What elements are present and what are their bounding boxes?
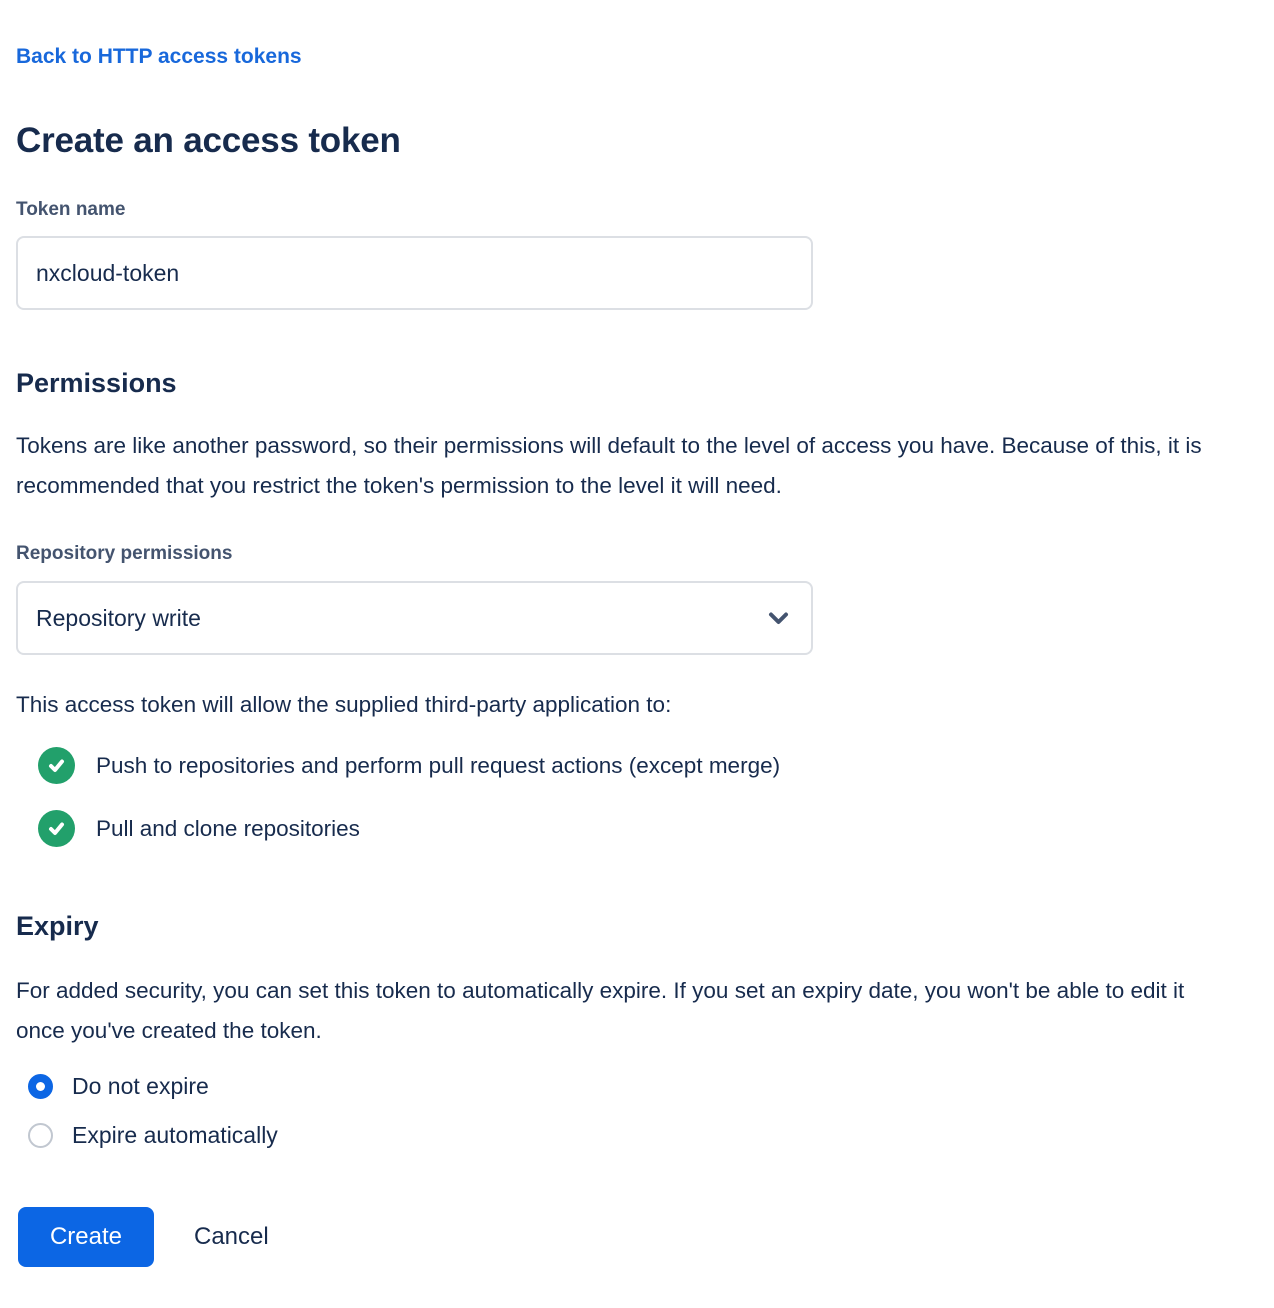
form-actions [18, 1207, 1258, 1267]
token-name-label: Token name [16, 199, 126, 220]
create-button[interactable]: Create [18, 1207, 154, 1267]
radio-label: Expire automatically [72, 1122, 278, 1148]
expiry-heading: Expiry [16, 911, 99, 941]
allow-intro-text: This access token will allow the supplied third-party application to: [16, 692, 672, 717]
radio-expire-automatically[interactable] [28, 1122, 1258, 1149]
permissions-description: Tokens are like another password, so their permissions will default to the level of access you have. Because of this, it is recommended that you restrict the token's permission to the level it will need. [16, 433, 1202, 498]
chevron-down-icon [768, 611, 789, 626]
capability-text: Push to repositories and perform pull request actions (except merge) [96, 752, 781, 778]
repository-permissions-select[interactable] [16, 581, 813, 655]
back-to-http-access-tokens-link[interactable]: Back to HTTP access tokens [16, 45, 302, 68]
capability-list [16, 747, 1258, 847]
capability-text: Pull and clone repositories [96, 815, 360, 841]
repository-permissions-selected-value: Repository write [36, 604, 201, 631]
radio-selected-icon[interactable] [28, 1074, 53, 1099]
expiry-radio-group [16, 1073, 1258, 1149]
repository-permissions-label: Repository permissions [16, 543, 233, 564]
page-title: Create an access token [16, 121, 401, 160]
capability-item [38, 747, 1258, 784]
radio-do-not-expire[interactable] [28, 1073, 1258, 1100]
permissions-heading: Permissions [16, 368, 177, 398]
capability-item [38, 810, 1258, 847]
check-circle-icon [38, 810, 75, 847]
token-name-input[interactable] [16, 236, 813, 310]
check-circle-icon [38, 747, 75, 784]
radio-unselected-icon[interactable] [28, 1123, 53, 1148]
radio-label: Do not expire [72, 1073, 209, 1099]
cancel-button[interactable]: Cancel [194, 1223, 269, 1250]
expiry-description: For added security, you can set this token to automatically expire. If you set an expiry date, you won't be able to edit it once you've created the token. [16, 978, 1185, 1043]
